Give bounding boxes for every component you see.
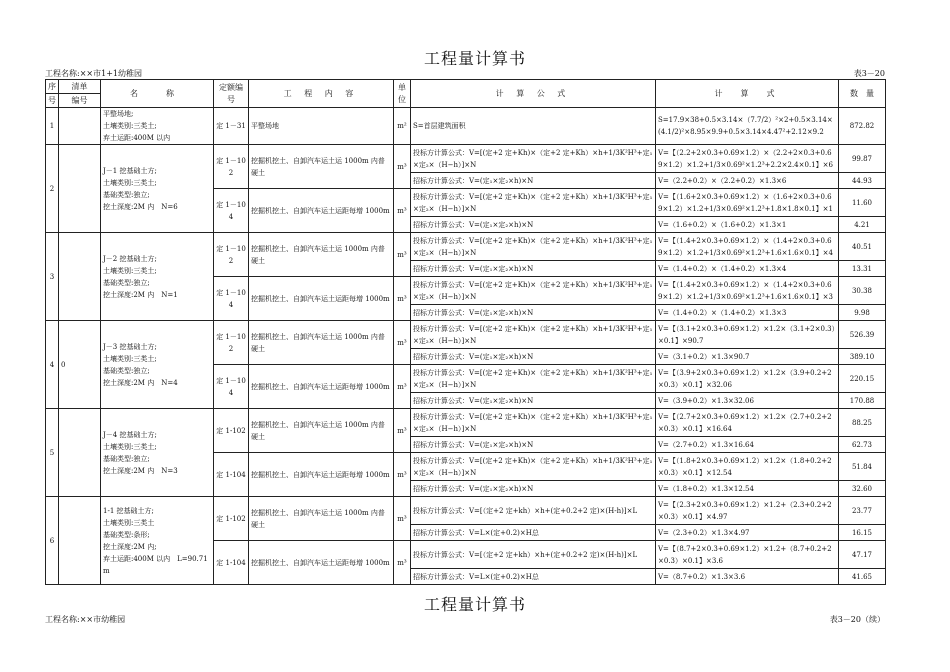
description-line: 基础类型:条形; [103, 530, 150, 539]
description-line: 1-1 挖基础土方; [103, 506, 154, 515]
quantity: 30.38 [839, 277, 886, 305]
col-name: 名 称 [101, 80, 214, 108]
page-title: 工程量计算书 [423, 49, 526, 68]
col-item-bottom: 编号 [59, 94, 101, 108]
quantity: 220.15 [839, 365, 886, 393]
quota-code: 定 1-102 [214, 497, 249, 541]
calc-expression: V=（2.7+0.2）×1.3×16.64 [656, 437, 839, 453]
col-qty: 数 量 [839, 80, 886, 108]
table-row [46, 321, 886, 349]
description-line: 基础类型:独立; [103, 366, 150, 375]
footer-meta [45, 614, 885, 625]
description-line: 挖土深度:2M 内 N=3 [103, 466, 178, 475]
table-row [46, 233, 886, 261]
description-line: J－3 挖基础土方; [103, 342, 157, 351]
table-number: 表3－20 [853, 69, 885, 78]
calc-expression: V=【（1.8+2×0.3+0.69×1.2）×1.2×（1.8+0.2+2×0.3）×0.1】×12.54 [656, 453, 839, 481]
seq-number: 4 [46, 321, 59, 409]
unit: m³ [394, 233, 411, 277]
item-description [101, 233, 214, 321]
quantity: 9.98 [839, 305, 886, 321]
quota-code: 定 1－31 [214, 108, 249, 145]
calc-formula: 招标方计算公式：V=L×(定+0.2)×H总 [411, 525, 656, 541]
quantity: 47.17 [839, 541, 886, 569]
description-line: 土壤类别:三类土; [103, 122, 157, 130]
unit: m³ [394, 365, 411, 409]
footer-title: 工程量计算书 [423, 595, 526, 614]
seq-number: 2 [46, 145, 59, 233]
unit: m³ [394, 189, 411, 233]
unit: m³ [394, 277, 411, 321]
work-content: 挖掘机挖土、自卸汽车运土运距每增 1000m [249, 453, 394, 497]
description-line: J－1 挖基础土方; [103, 166, 157, 175]
quantity: 872.82 [839, 108, 886, 145]
item-code: 0 [59, 321, 101, 409]
calc-expression: V=【（3.9+2×0.3+0.69×1.2）×1.2×（3.9+0.2+2×0.3）×0.1】×32.06 [656, 365, 839, 393]
calc-expression: V=（3.1+0.2）×1.3×90.7 [656, 349, 839, 365]
seq-number: 6 [46, 497, 59, 585]
col-unit: 单位 [394, 80, 411, 108]
item-code [59, 497, 101, 585]
description-line: 土壤类别:三类土; [103, 442, 157, 451]
quantity: 16.15 [839, 525, 886, 541]
col-calc: 计 算 式 [656, 80, 839, 108]
quantity: 32.60 [839, 481, 886, 497]
table-row [46, 497, 886, 525]
work-content: 挖掘机挖土、自卸汽车运土运 1000m 内普硬土 [249, 145, 394, 189]
unit: m³ [394, 453, 411, 497]
work-content: 挖掘机挖土、自卸汽车运土运距每增 1000m [249, 365, 394, 409]
calc-formula: 招标方计算公式：V=(定₁×定₂×h)×N [411, 305, 656, 321]
quota-code: 定 1-104 [214, 541, 249, 585]
col-seq-bottom: 号 [46, 94, 59, 108]
quantity: 51.84 [839, 453, 886, 481]
calc-expression: V=（2.3+0.2）×1.3×4.97 [656, 525, 839, 541]
item-description [101, 409, 214, 497]
calc-expression: V=【（1.4+2×0.3+0.69×1.2）×（1.4+2×0.3+0.69×1.2）×1.2+1/3×0.69²×1.2³+1.6×1.6×0.1】×3 [656, 277, 839, 305]
item-code [59, 145, 101, 233]
calc-formula: 投标方计算公式：V=[（定+2 定+kh）×h+(定+0.2+2 定)×(H-h)]×L [411, 497, 656, 525]
item-description [101, 108, 214, 145]
quota-code: 定 1－104 [214, 365, 249, 409]
unit: m³ [394, 145, 411, 189]
col-content: 工 程 内 容 [249, 80, 394, 108]
table-row [46, 108, 886, 145]
item-code [59, 108, 101, 145]
quota-code: 定 1-102 [214, 409, 249, 453]
unit: m² [394, 108, 411, 145]
calc-formula: 投标方计算公式：V=[(定+2 定+Kh)×（定+2 定+Kh）×h+1/3K²H³+定₁×定₂×（H−h）]×N [411, 233, 656, 261]
quantity: 389.10 [839, 349, 886, 365]
calc-formula: S=首层建筑面积 [411, 108, 656, 145]
work-content: 挖掘机挖土、自卸汽车运土运 1000m 内普硬土 [249, 497, 394, 541]
description-line: 基础类型:独立; [103, 190, 150, 199]
footer-project-name: 工程名称:××市幼稚园 [45, 615, 126, 624]
work-content: 挖掘机挖土、自卸汽车运土运 1000m 内普硬土 [249, 321, 394, 365]
seq-number: 1 [46, 108, 59, 145]
description-line: 基础类型:独立; [103, 278, 150, 287]
quota-code: 定 1－102 [214, 233, 249, 277]
calc-expression: V=【（2.2+2×0.3+0.69×1.2）×（2.2+2×0.3+0.69×1.2）×1.2+1/3×0.69²×1.2³+2.2×2.4×0.1】×6 [656, 145, 839, 173]
quantity: 23.77 [839, 497, 886, 525]
calc-formula: 投标方计算公式：V=[（定+2 定+kh）×h+(定+0.2+2 定)×(H-h)]×L [411, 541, 656, 569]
calc-formula: 招标方计算公式：V=(定₁×定₂×h)×N [411, 173, 656, 189]
calc-formula: 招标方计算公式：V=(定₁×定₂×h)×N [411, 393, 656, 409]
description-line: 土壤类别:三类土; [103, 266, 157, 275]
quantity: 62.73 [839, 437, 886, 453]
item-code [59, 409, 101, 497]
quantity: 41.65 [839, 569, 886, 585]
calculation-table [45, 79, 886, 585]
calc-formula: 招标方计算公式：V=(定₁×定₂×h)×N [411, 481, 656, 497]
calc-formula: 投标方计算公式：V=[(定+2 定+Kh)×（定+2 定+Kh）×h+1/3K²H³+定₁×定₂×（H−h）]×N [411, 365, 656, 393]
calc-formula: 投标方计算公式：V=[(定+2 定+Kh)×（定+2 定+Kh）×h+1/3K²H³+定₁×定₂×（H−h）]×N [411, 277, 656, 305]
description-line: J－4 挖基础土方; [103, 430, 157, 439]
calc-formula: 投标方计算公式：V=[(定+2 定+Kh)×（定+2 定+Kh）×h+1/3K²H³+定₁×定₂×（H−h）]×N [411, 409, 656, 437]
calc-expression: V=【（1.6+2×0.3+0.69×1.2）×（1.6+2×0.3+0.69×1.2）×1.2+1/3×0.69²×1.2³+1.8×1.8×0.1】×1 [656, 189, 839, 217]
quota-code: 定 1－102 [214, 321, 249, 365]
work-content: 挖掘机挖土、自卸汽车运土运距每增 1000m [249, 277, 394, 321]
calc-expression: V=（3.9+0.2）×1.3×32.06 [656, 393, 839, 409]
work-content: 平整场地 [249, 108, 394, 145]
unit: m³ [394, 321, 411, 365]
calc-expression: V=（8.7+0.2）×1.3×3.6 [656, 569, 839, 585]
description-line: 挖土深度:2M 内 N=1 [103, 290, 178, 299]
calc-expression: V=【（8.7+2×0.3+0.69×1.2）×1.2+（8.7+0.2+2×0.3）×0.1】×3.6 [656, 541, 839, 569]
table-header-row [46, 80, 886, 94]
calc-expression: V=（1.4+0.2）×（1.4+0.2）×1.3×4 [656, 261, 839, 277]
quota-code: 定 1－104 [214, 277, 249, 321]
quota-code: 定 1－104 [214, 189, 249, 233]
calc-formula: 招标方计算公式：V=(定₁×定₂×h)×N [411, 349, 656, 365]
col-quota: 定额编号 [214, 80, 249, 108]
unit: m³ [394, 497, 411, 541]
calc-formula: 投标方计算公式：V=[(定+2 定+Kh)×（定+2 定+Kh）×h+1/3K²H³+定₁×定₂×（H−h）]×N [411, 453, 656, 481]
unit: m³ [394, 409, 411, 453]
col-formula: 计 算 公 式 [411, 80, 656, 108]
description-line: 挖土深度:2M 内 N=4 [103, 378, 178, 387]
quantity: 40.51 [839, 233, 886, 261]
description-line: 平整场地; [103, 110, 134, 118]
description-line: 土壤类别:三类土 [103, 518, 155, 527]
quantity: 13.31 [839, 261, 886, 277]
table-row [46, 409, 886, 437]
calc-formula: 招标方计算公式：V=L×(定+0.2)×H总 [411, 569, 656, 585]
footer-table-number: 表3－20（续） [829, 615, 885, 624]
quantity: 11.60 [839, 189, 886, 217]
quota-code: 定 1-104 [214, 453, 249, 497]
calc-expression: V=【（1.4+2×0.3+0.69×1.2）×（1.4+2×0.3+0.69×1.2）×1.2+1/3×0.69²×1.2³+1.6×1.6×0.1】×4 [656, 233, 839, 261]
work-content: 挖掘机挖土、自卸汽车运土运距每增 1000m [249, 541, 394, 585]
calc-expression: S=17.9×38+0.5×3.14×（7.7/2）²×2+0.5×3.14×(4.1/2)²×8.95×9.9+0.5×3.14×4.47²+2.12×9.2 [656, 108, 839, 145]
unit: m³ [394, 541, 411, 585]
header-meta [45, 68, 885, 79]
description-line: 弃土运距:400M 以内 L=90.71m [103, 554, 208, 575]
quota-code: 定 1－102 [214, 145, 249, 189]
calc-expression: V=【（2.7+2×0.3+0.69×1.2）×1.2×（2.7+0.2+2×0.3）×0.1】×16.64 [656, 409, 839, 437]
calc-expression: V=（1.8+0.2）×1.3×12.54 [656, 481, 839, 497]
calc-expression: V=（1.6+0.2）×（1.6+0.2）×1.3×1 [656, 217, 839, 233]
project-name: 工程名称:××市1+1幼稚园 [45, 69, 142, 78]
description-line: 挖土深度:2M 内 N=6 [103, 202, 178, 211]
col-seq-top: 序 [46, 80, 59, 94]
calc-formula: 投标方计算公式：V=[(定+2 定+Kh)×（定+2 定+Kh）×h+1/3K²H³+定₁×定₂×（H−h）]×N [411, 145, 656, 173]
work-content: 挖掘机挖土、自卸汽车运土运 1000m 内普硬土 [249, 409, 394, 453]
description-line: 基础类型:独立; [103, 454, 150, 463]
quantity: 88.25 [839, 409, 886, 437]
description-line: 土壤类别:三类土; [103, 354, 157, 363]
work-content: 挖掘机挖土、自卸汽车运土运 1000m 内普硬土 [249, 233, 394, 277]
calc-formula: 投标方计算公式：V=[(定+2 定+Kh)×（定+2 定+Kh）×h+1/3K²H³+定₁×定₂×（H−h）]×N [411, 321, 656, 349]
calc-expression: V=【（3.1+2×0.3+0.69×1.2）×1.2×（3.1+2×0.3）×0.1】×90.7 [656, 321, 839, 349]
item-description [101, 321, 214, 409]
description-line: J－2 挖基础土方; [103, 254, 157, 263]
calc-expression: V=（1.4+0.2）×（1.4+0.2）×1.3×3 [656, 305, 839, 321]
calc-expression: V=【（2.3+2×0.3+0.69×1.2）×1.2+（2.3+0.2+2×0.3）×0.1】×4.97 [656, 497, 839, 525]
description-line: 弃土运距:400M 以内 [103, 134, 171, 142]
item-description [101, 145, 214, 233]
quantity: 4.21 [839, 217, 886, 233]
quantity: 526.39 [839, 321, 886, 349]
col-item-top: 清单 [59, 80, 101, 94]
quantity: 44.93 [839, 173, 886, 189]
table-row [46, 145, 886, 173]
quantity: 99.87 [839, 145, 886, 173]
seq-number: 5 [46, 409, 59, 497]
calc-expression: V=（2.2+0.2）×（2.2+0.2）×1.3×6 [656, 173, 839, 189]
item-code [59, 233, 101, 321]
seq-number: 3 [46, 233, 59, 321]
work-content: 挖掘机挖土、自卸汽车运土运距每增 1000m [249, 189, 394, 233]
calc-formula: 招标方计算公式：V=(定₁×定₂×h)×N [411, 437, 656, 453]
description-line: 挖土深度:2M 内; [103, 542, 157, 551]
calc-formula: 招标方计算公式：V=(定₁×定₂×h)×N [411, 217, 656, 233]
description-line: 土壤类别:三类土; [103, 178, 157, 187]
calc-formula: 投标方计算公式：V=[(定+2 定+Kh)×（定+2 定+Kh）×h+1/3K²H³+定₁×定₂×（H−h）]×N [411, 189, 656, 217]
quantity: 170.88 [839, 393, 886, 409]
calc-formula: 招标方计算公式：V=(定₁×定₂×h)×N [411, 261, 656, 277]
item-description [101, 497, 214, 585]
